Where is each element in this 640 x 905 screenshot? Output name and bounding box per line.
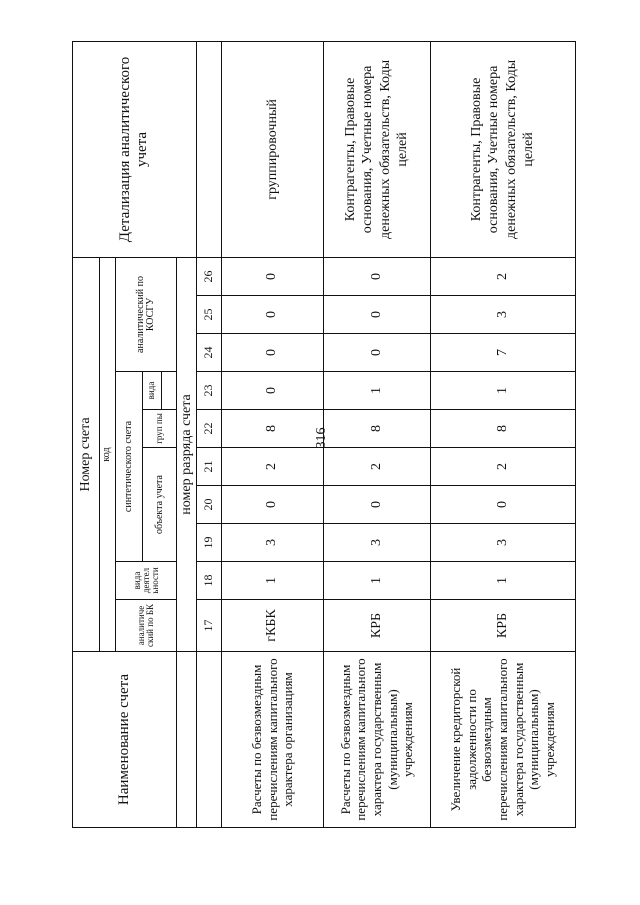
digit-value: 2	[323, 448, 430, 486]
digit-value: 2	[430, 448, 575, 486]
digit-value: 7	[430, 334, 575, 372]
digit-value: 8	[323, 410, 430, 448]
digit-value: 0	[430, 486, 575, 524]
digit-value: 0	[221, 372, 323, 410]
header-group: груп пы	[143, 410, 177, 448]
header-digit-number: номер разряда счета	[177, 257, 196, 651]
digit-value: 0	[323, 486, 430, 524]
column-number: 25	[196, 296, 221, 334]
column-number: 22	[196, 410, 221, 448]
account-table	[72, 41, 576, 828]
column-number: 19	[196, 524, 221, 562]
analytic-bk-value: гКБК	[221, 600, 323, 652]
header-code: код	[100, 257, 116, 651]
header-analytic-detail: Детализация аналитического учета	[73, 41, 197, 257]
column-number: 20	[196, 486, 221, 524]
digit-value: 0	[323, 334, 430, 372]
digit-value: 0	[221, 296, 323, 334]
column-number: 26	[196, 257, 221, 295]
column-number: 18	[196, 562, 221, 600]
digit-value: 0	[221, 334, 323, 372]
account-table-sheet	[72, 44, 576, 828]
header-analytic-bk: аналитиче ский по БК	[116, 600, 177, 652]
digit-value: 1	[430, 562, 575, 600]
digit-value: 1	[221, 562, 323, 600]
header-accounting-object: объекта учета	[143, 448, 177, 562]
analytic-detail: Контрагенты, Правовые основания, Учетные номера денежных обязательств, Коды целей	[430, 41, 575, 257]
digit-value: 3	[430, 296, 575, 334]
digit-value: 8	[430, 410, 575, 448]
digit-value: 0	[221, 257, 323, 295]
header-synthetic-account: синтетического счета	[116, 372, 143, 562]
table-row	[323, 41, 430, 827]
digit-value: 0	[221, 486, 323, 524]
analytic-bk-value: КРБ	[323, 600, 430, 652]
digit-value: 2	[430, 257, 575, 295]
digit-value: 3	[221, 524, 323, 562]
column-number: 21	[196, 448, 221, 486]
analytic-bk-value: КРБ	[430, 600, 575, 652]
account-name: Расчеты по безвозмездным перечислениям капитального характера организациям	[221, 652, 323, 828]
digit-value: 3	[430, 524, 575, 562]
account-name: Увеличение кредиторской задолженности по безвозмездным перечислениям капитального характера государственным (муниципальным) учреждениям	[430, 652, 575, 828]
column-number: 24	[196, 334, 221, 372]
digit-value: 0	[323, 296, 430, 334]
page-number: 316	[314, 427, 329, 449]
header-account-number: Номер счета	[73, 257, 100, 651]
header-account-name: Наименование счета	[73, 652, 177, 828]
analytic-detail: группировочный	[221, 41, 323, 257]
table-row	[221, 41, 323, 827]
header-kosgu: аналитический по КОСГУ	[116, 257, 177, 371]
column-number: 23	[196, 372, 221, 410]
digit-value: 1	[430, 372, 575, 410]
rotated-table-wrapper	[72, 44, 576, 828]
digit-value: 1	[323, 562, 430, 600]
digit-value: 0	[323, 257, 430, 295]
digit-value: 8	[221, 410, 323, 448]
table-row	[430, 41, 575, 827]
digit-value: 1	[323, 372, 430, 410]
header-kind: вида	[143, 372, 161, 410]
analytic-detail: Контрагенты, Правовые основания, Учетные номера денежных обязательств, Коды целей	[323, 41, 430, 257]
column-number: 17	[196, 600, 221, 652]
account-name: Расчеты по безвозмездным перечислениям капитального характера государственным (муниципальным) учреждениям	[323, 652, 430, 828]
digit-value: 3	[323, 524, 430, 562]
digit-value: 2	[221, 448, 323, 486]
header-activity-type: вида деятел ьности	[116, 562, 177, 600]
